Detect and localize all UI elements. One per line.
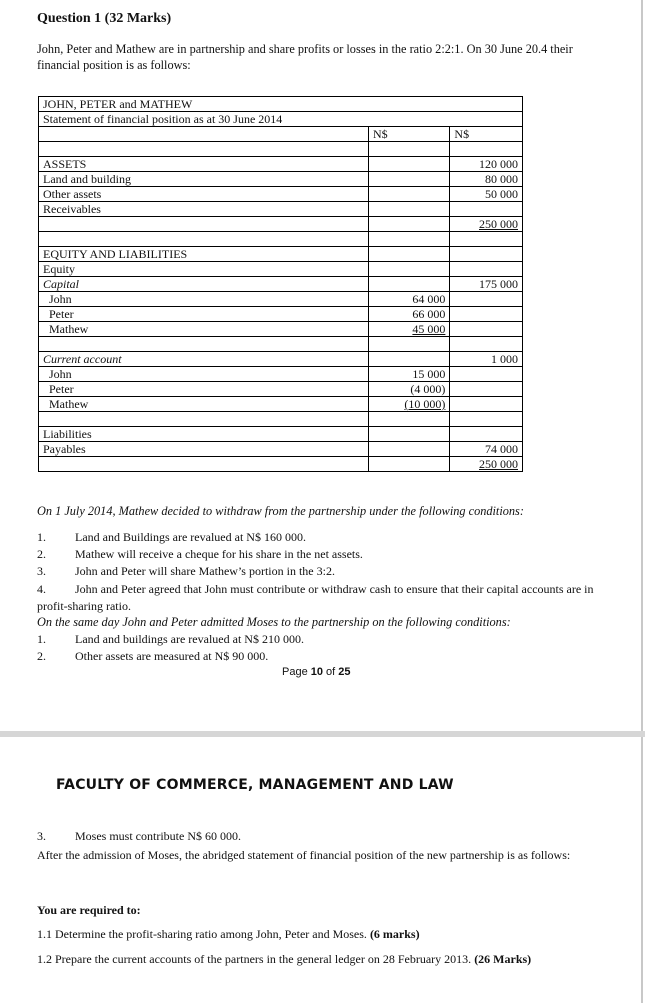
table-row (39, 172, 523, 187)
current-john-label: John (39, 367, 369, 382)
statement-subtitle: Statement of financial position as at 30 June 2014 (39, 112, 523, 127)
table-row (39, 217, 523, 232)
table-row (39, 187, 523, 202)
faculty-header: FACULTY OF COMMERCE, MANAGEMENT AND LAW (56, 777, 454, 793)
list-item: 1. Land and buildings are revalued at N$ 210 000. (37, 632, 304, 646)
table-row (39, 97, 523, 112)
page-11 (0, 737, 643, 1003)
table-row (39, 247, 523, 262)
capital-john-label: John (39, 292, 369, 307)
table-row (39, 292, 523, 307)
table-row (39, 232, 523, 247)
current-peter-label: Peter (39, 382, 369, 397)
equity-liabilities-label: EQUITY AND LIABILITIES (39, 247, 369, 262)
other-assets-value: 50 000 (450, 187, 523, 202)
equity-label: Equity (39, 262, 369, 277)
table-row (39, 262, 523, 277)
land-value: 80 000 (450, 172, 523, 187)
table-row (39, 322, 523, 337)
admission-heading: On the same day John and Peter admitted Moses to the partnership on the following conditions: (37, 615, 511, 629)
capital-total: 175 000 (450, 277, 523, 292)
page-number: Page 10 of 25 (282, 666, 351, 678)
current-john-value: 15 000 (368, 367, 449, 382)
required-heading: You are required to: (37, 903, 141, 917)
table-row (39, 127, 523, 142)
table-row (39, 157, 523, 172)
list-item: 2. Other assets are measured at N$ 90 000. (37, 649, 269, 663)
table-row (39, 202, 523, 217)
col-header-2: N$ (450, 127, 523, 142)
withdrawal-heading: On 1 July 2014, Mathew decided to withdraw from the partnership under the following conditions: (37, 504, 524, 518)
table-row (39, 142, 523, 157)
list-item: 3. Moses must contribute N$ 60 000. (37, 829, 241, 843)
current-account-label: Current account (39, 352, 369, 367)
table-row (39, 397, 523, 412)
equity-liabilities-total: 250 000 (479, 457, 518, 471)
current-mathew-value: (10 000) (404, 397, 446, 411)
table-row (39, 382, 523, 397)
list-item: 3. John and Peter will share Mathew’s portion in the 3:2. (37, 564, 335, 578)
table-row (39, 337, 523, 352)
current-peter-value: (4 000) (368, 382, 449, 397)
liabilities-label: Liabilities (39, 427, 369, 442)
assets-first-value: 120 000 (450, 157, 523, 172)
capital-peter-label: Peter (39, 307, 369, 322)
current-mathew-label: Mathew (39, 397, 369, 412)
table-row (39, 457, 523, 472)
table-row (39, 367, 523, 382)
capital-label: Capital (39, 277, 369, 292)
receivables-label: Receivables (39, 202, 369, 217)
list-item: 4. John and Peter agreed that John must contribute or withdraw cash to ensure that their capital accounts are in profit-sharing ratio. (37, 582, 594, 613)
table-row (39, 112, 523, 127)
question-title: Question 1 (32 Marks) (37, 11, 172, 26)
payables-label: Payables (39, 442, 369, 457)
other-assets-label: Other assets (39, 187, 369, 202)
table-row (39, 442, 523, 457)
list-item: 1. Land and Buildings are revalued at N$ 160 000. (37, 530, 306, 544)
table-row (39, 427, 523, 442)
after-admission-text: After the admission of Moses, the abridged statement of financial position of the new partnership is as follows: (37, 848, 571, 862)
capital-mathew-value: 45 000 (412, 322, 446, 336)
capital-mathew-label: Mathew (39, 322, 369, 337)
land-label: Land and building (39, 172, 369, 187)
current-account-total: 1 000 (450, 352, 523, 367)
capital-peter-value: 66 000 (368, 307, 449, 322)
table-row (39, 307, 523, 322)
list-item: 2. Mathew will receive a cheque for his share in the net assets. (37, 547, 363, 561)
capital-john-value: 64 000 (368, 292, 449, 307)
assets-label: ASSETS (39, 157, 369, 172)
table-row (39, 277, 523, 292)
requirement-1: 1.1 Determine the profit-sharing ratio among John, Peter and Moses. (6 marks) (37, 927, 420, 941)
table-row (39, 352, 523, 367)
payables-value: 74 000 (450, 442, 523, 457)
financial-position-table (38, 96, 523, 472)
question-intro: John, Peter and Mathew are in partnership and share profits or losses in the ratio 2:2:1. On 30 June 20.4 their financial position is as follows: (37, 42, 573, 72)
requirement-2: 1.2 Prepare the current accounts of the partners in the general ledger on 28 February 2013. (26 Marks) (37, 952, 532, 966)
table-row (39, 412, 523, 427)
assets-total: 250 000 (479, 217, 518, 231)
entity-name: JOHN, PETER and MATHEW (39, 97, 523, 112)
col-header-1: N$ (368, 127, 449, 142)
